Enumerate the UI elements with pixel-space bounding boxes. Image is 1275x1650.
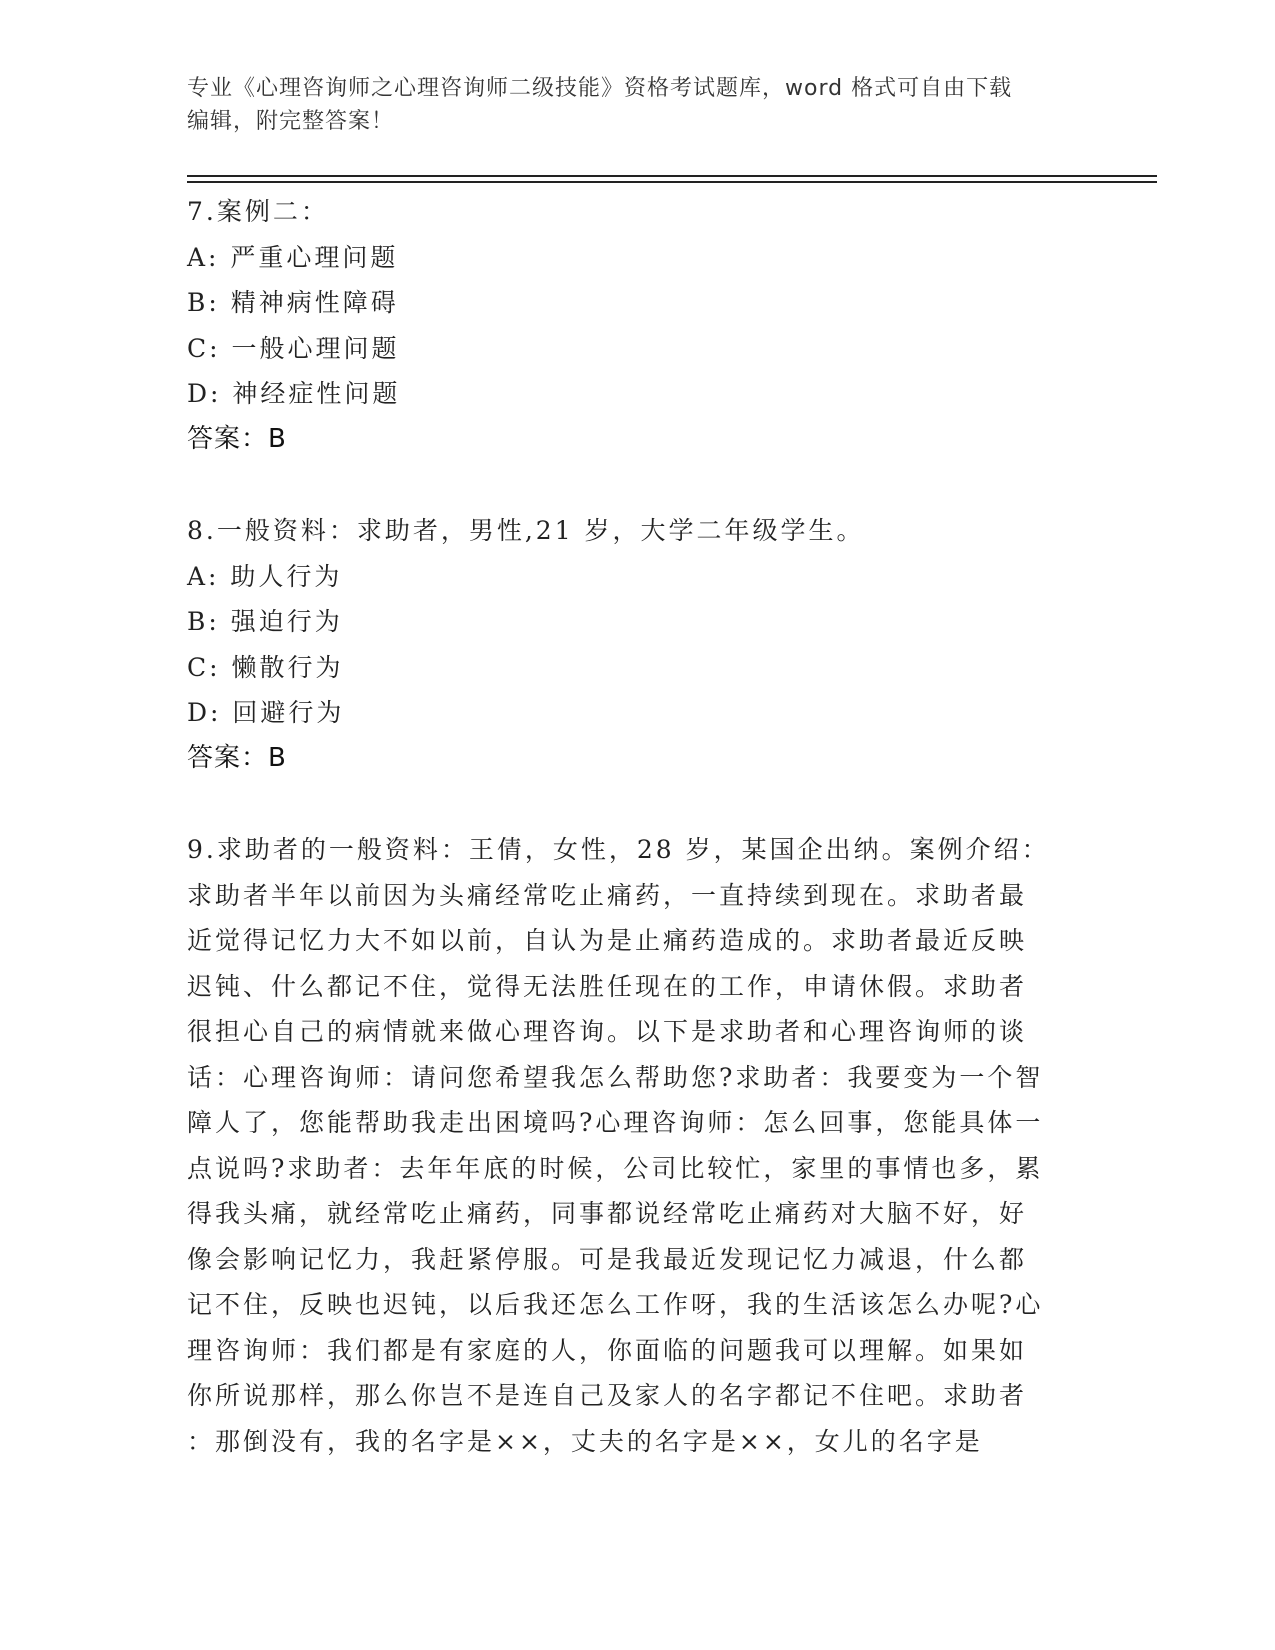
text-line: 迟钝、什么都记不住，觉得无法胜任现在的工作，申请休假。求助者 — [187, 971, 1028, 1001]
answer: 答案：B — [187, 742, 287, 773]
question-9 — [187, 827, 1087, 1464]
text-line: 得我头痛，就经常吃止痛药，同事都说经常吃止痛药对大脑不好，好 — [187, 1199, 1028, 1228]
text-line: ：那倒没有，我的名字是××，丈夫的名字是××，女儿的名字是 — [187, 1426, 983, 1456]
text-line: 理咨询师：我们都是有家庭的人，你面临的问题我可以理解。如果如 — [187, 1335, 1028, 1365]
text-line: 话：心理咨询师：请问您希望我怎么帮助您?求助者：我要变为一个智 — [187, 1062, 1044, 1092]
question-9-text — [187, 827, 1067, 1464]
option-a: A: 严重心理问题 — [187, 242, 399, 272]
option-b: B: 精神病性障碍 — [187, 288, 399, 317]
question-title: 7.案例二： — [187, 197, 329, 226]
text-line: 点说吗?求助者：去年年底的时候，公司比较忙，家里的事情也多，累 — [187, 1153, 1044, 1183]
header-line-2: 编辑，附完整答案！ — [187, 109, 395, 134]
text-line: 记不住，反映也迟钝，以后我还怎么工作呀，我的生活该怎么办呢?心 — [187, 1290, 1044, 1319]
option-d: D: 神经症性问题 — [187, 379, 401, 408]
header-divider-bottom — [187, 181, 1157, 183]
option-c: C: 一般心理问题 — [187, 333, 400, 363]
text-line: 障人了，您能帮助我走出困境吗?心理咨询师：怎么回事，您能具体一 — [187, 1108, 1044, 1137]
question-title: 8.一般资料：求助者，男性,21 岁，大学二年级学生。 — [187, 516, 865, 545]
document-header — [187, 72, 1067, 138]
text-line: 像会影响记忆力，我赶紧停服。可是我最近发现记忆力减退，什么都 — [187, 1244, 1028, 1274]
text-line: 9.求助者的一般资料：王倩，女性，28 岁，某国企出纳。案例介绍： — [187, 835, 1050, 864]
question-7 — [187, 189, 1087, 462]
text-line: 求助者半年以前因为头痛经常吃止痛药，一直持续到现在。求助者最 — [187, 880, 1028, 910]
option-c: C: 懒散行为 — [187, 652, 344, 682]
text-line: 近觉得记忆力大不如以前，自认为是止痛药造成的。求助者最近反映 — [187, 926, 1028, 955]
question-8 — [187, 508, 1087, 781]
answer: 答案：B — [187, 423, 287, 454]
option-d: D: 回避行为 — [187, 698, 345, 727]
text-line: 你所说那样，那么你岂不是连自己及家人的名字都记不住吧。求助者 — [187, 1381, 1028, 1410]
option-b: B: 强迫行为 — [187, 607, 343, 636]
header-line-1: 专业《心理咨询师之心理咨询师二级技能》资格考试题库，word 格式可自由下载 — [187, 76, 1013, 101]
text-line: 很担心自己的病情就来做心理咨询。以下是求助者和心理咨询师的谈 — [187, 1017, 1028, 1046]
option-a: A: 助人行为 — [187, 561, 343, 591]
header-divider-top — [187, 175, 1157, 177]
